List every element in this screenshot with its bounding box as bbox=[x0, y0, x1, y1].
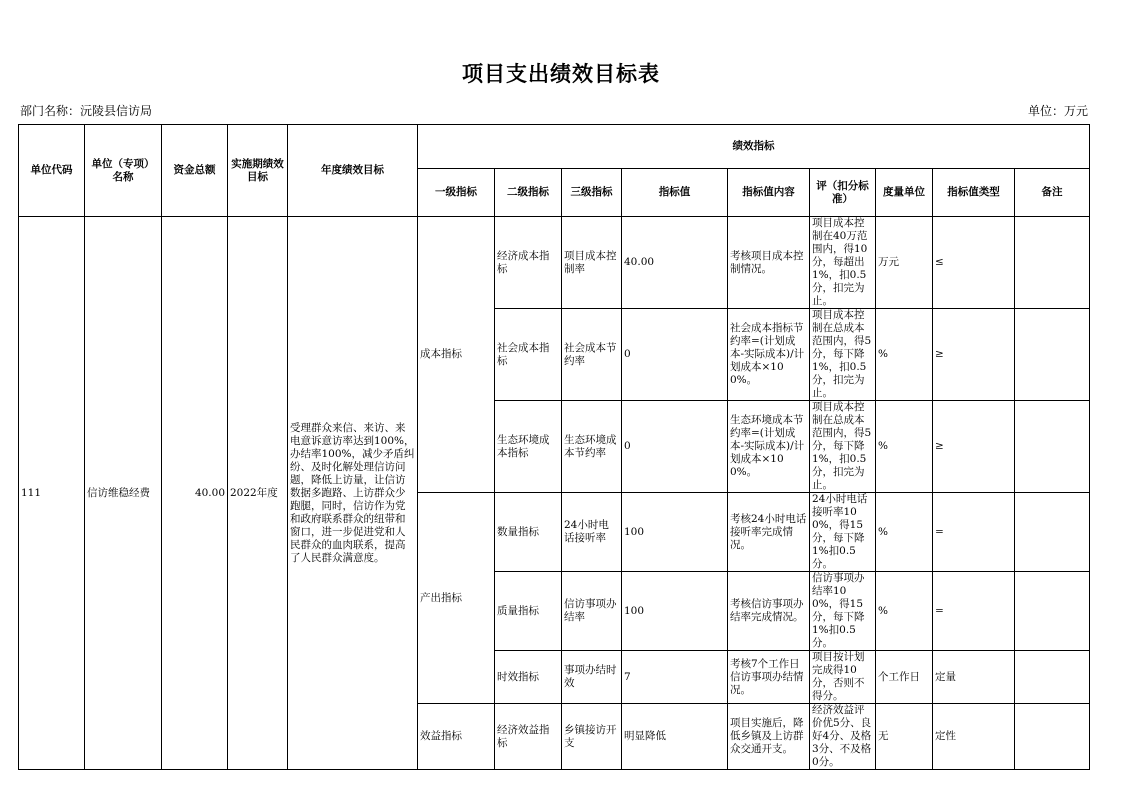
period-goal-cell: 2022年度 bbox=[228, 217, 288, 770]
unit-code-cell: 111 bbox=[19, 217, 85, 770]
level3-cell: 社会成本节约率 bbox=[562, 309, 622, 401]
table-row bbox=[19, 217, 1090, 309]
header-value: 指标值 bbox=[622, 169, 728, 217]
level1-cost-cell: 成本指标 bbox=[418, 217, 495, 493]
measure-unit-cell: 万元 bbox=[876, 217, 933, 309]
value-type-cell: 定量 bbox=[933, 651, 1015, 704]
level2-cell: 质量指标 bbox=[495, 572, 562, 651]
level2-cell: 经济成本指标 bbox=[495, 217, 562, 309]
value-cell: 100 bbox=[622, 572, 728, 651]
value-type-cell: ≥ bbox=[933, 309, 1015, 401]
level3-cell: 信访事项办结率 bbox=[562, 572, 622, 651]
unit-name-cell: 信访维稳经费 bbox=[85, 217, 162, 770]
header-criteria: 评（扣分标准） bbox=[810, 169, 876, 217]
measure-unit-cell: 个工作日 bbox=[876, 651, 933, 704]
content-cell: 考核7个工作日信访事项办结情况。 bbox=[728, 651, 810, 704]
remark-cell bbox=[1015, 217, 1090, 309]
criteria-cell: 24小时电话接听率100%，得15分，每下降1%扣0.5分。 bbox=[810, 493, 876, 572]
value-type-cell: ≥ bbox=[933, 401, 1015, 493]
value-type-cell: = bbox=[933, 493, 1015, 572]
level1-output-cell: 产出指标 bbox=[418, 493, 495, 704]
measure-unit-cell: 无 bbox=[876, 704, 933, 770]
value-cell: 7 bbox=[622, 651, 728, 704]
header-period-goal: 实施期绩效目标 bbox=[228, 125, 288, 217]
measure-unit-cell: % bbox=[876, 572, 933, 651]
content-cell: 考核项目成本控制情况。 bbox=[728, 217, 810, 309]
currency-unit-label: 单位：万元 bbox=[1027, 104, 1088, 118]
value-cell: 100 bbox=[622, 493, 728, 572]
remark-cell bbox=[1015, 401, 1090, 493]
remark-cell bbox=[1015, 572, 1090, 651]
header-measure-unit: 度量单位 bbox=[876, 169, 933, 217]
remark-cell bbox=[1015, 651, 1090, 704]
content-cell: 考核信访事项办结率完成情况。 bbox=[728, 572, 810, 651]
remark-cell bbox=[1015, 309, 1090, 401]
level2-cell: 社会成本指标 bbox=[495, 309, 562, 401]
performance-target-table bbox=[18, 124, 1090, 770]
header-unit-code: 单位代码 bbox=[19, 125, 85, 217]
measure-unit-cell: % bbox=[876, 493, 933, 572]
total-funds-cell: 40.00 bbox=[162, 217, 228, 770]
level2-cell: 数量指标 bbox=[495, 493, 562, 572]
value-type-cell: 定性 bbox=[933, 704, 1015, 770]
content-cell: 项目实施后，降低乡镇及上访群众交通开支。 bbox=[728, 704, 810, 770]
level3-cell: 乡镇接访开支 bbox=[562, 704, 622, 770]
level1-benefit-cell: 效益指标 bbox=[418, 704, 495, 770]
criteria-cell: 项目成本控制在40万范围内，得10分，每超出1%，扣0.5分，扣完为止。 bbox=[810, 217, 876, 309]
header-level3: 三级指标 bbox=[562, 169, 622, 217]
value-cell: 40.00 bbox=[622, 217, 728, 309]
page-title: 项目支出绩效目标表 bbox=[462, 62, 660, 86]
header-row-1 bbox=[19, 125, 1090, 169]
value-cell: 0 bbox=[622, 309, 728, 401]
criteria-cell: 项目成本控制在总成本范围内，得5分，每下降1%，扣0.5分，扣完为止。 bbox=[810, 401, 876, 493]
content-cell: 考核24小时电话接听率完成情况。 bbox=[728, 493, 810, 572]
level3-cell: 事项办结时效 bbox=[562, 651, 622, 704]
header-level1: 一级指标 bbox=[418, 169, 495, 217]
criteria-cell: 经济效益评价优5分、良好4分、及格3分、不及格0分。 bbox=[810, 704, 876, 770]
header-value-type: 指标值类型 bbox=[933, 169, 1015, 217]
value-type-cell: = bbox=[933, 572, 1015, 651]
value-cell: 0 bbox=[622, 401, 728, 493]
header-value-content: 指标值内容 bbox=[728, 169, 810, 217]
header-remark: 备注 bbox=[1015, 169, 1090, 217]
criteria-cell: 项目成本控制在总成本范围内，得5分，每下降1%，扣0.5分，扣完为止。 bbox=[810, 309, 876, 401]
content-cell: 社会成本指标节约率=(计划成本-实际成本)/计划成本×100%。 bbox=[728, 309, 810, 401]
measure-unit-cell: % bbox=[876, 309, 933, 401]
header-performance-indicators: 绩效指标 bbox=[418, 125, 1090, 169]
value-cell: 明显降低 bbox=[622, 704, 728, 770]
level2-cell: 生态环境成本指标 bbox=[495, 401, 562, 493]
content-cell: 生态环境成本节约率=(计划成本-实际成本)/计划成本×100%。 bbox=[728, 401, 810, 493]
level3-cell: 项目成本控制率 bbox=[562, 217, 622, 309]
header-level2: 二级指标 bbox=[495, 169, 562, 217]
remark-cell bbox=[1015, 704, 1090, 770]
level3-cell: 24小时电话接听率 bbox=[562, 493, 622, 572]
header-unit-name: 单位（专项）名称 bbox=[85, 125, 162, 217]
department-label: 部门名称：沅陵县信访局 bbox=[20, 104, 153, 118]
criteria-cell: 信访事项办结率100%，得15分，每下降1%扣0.5分。 bbox=[810, 572, 876, 651]
header-annual-goal: 年度绩效目标 bbox=[288, 125, 418, 217]
annual-goal-cell: 受理群众来信、来访、来电意诉意访率达到100%，办结率100%，减少矛盾纠纷、及时化解处理信访问题，降低上访量，让信访数据多跑路、上访群众少跑腿，同时，信访作为党和政府联系群众的纽带和窗口，进一步促进党和人民群众的血肉联系，提高了人民群众满意度。 bbox=[288, 217, 418, 770]
criteria-cell: 项目按计划完成得10分，否则不得分。 bbox=[810, 651, 876, 704]
level3-cell: 生态环境成本节约率 bbox=[562, 401, 622, 493]
level2-cell: 经济效益指标 bbox=[495, 704, 562, 770]
header-total-funds: 资金总额 bbox=[162, 125, 228, 217]
level2-cell: 时效指标 bbox=[495, 651, 562, 704]
measure-unit-cell: % bbox=[876, 401, 933, 493]
remark-cell bbox=[1015, 493, 1090, 572]
value-type-cell: ≤ bbox=[933, 217, 1015, 309]
